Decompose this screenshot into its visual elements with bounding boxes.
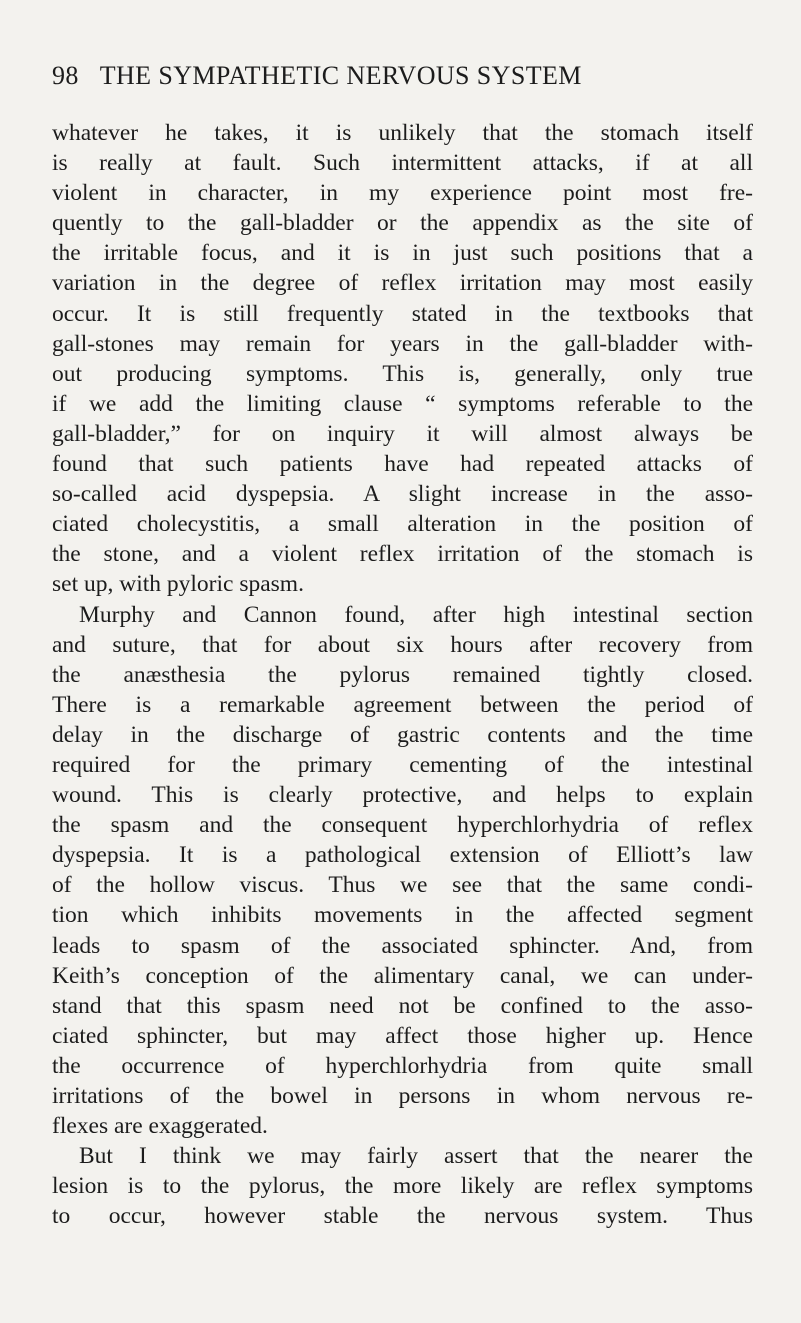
text-line: variation in the degree of reflex irritation may most easily: [52, 270, 753, 297]
text-line: delay in the discharge of gastric contents and the time: [52, 721, 753, 748]
text-line: of the hollow viscus. Thus we see that the same condi-: [52, 872, 753, 899]
text-line: violent in character, in my experience point most fre-: [52, 180, 753, 207]
text-line: gall-bladder,” for on inquiry it will almost always be: [52, 420, 753, 447]
text-line: dyspepsia. It is a pathological extension of Elliott’s law: [52, 842, 753, 869]
running-head: [52, 56, 752, 96]
running-title: THE SYMPATHETIC NERVOUS SYSTEM: [99, 61, 582, 90]
text-line: the occurrence of hyperchlorhydria from quite small: [52, 1052, 753, 1079]
text-line: to occur, however stable the nervous system. Thus: [52, 1203, 753, 1230]
text-line: flexes are exaggerated.: [52, 1113, 268, 1140]
text-line: the stone, and a violent reflex irritation of the stomach is: [52, 541, 753, 568]
text-line: tion which inhibits movements in the affected segment: [52, 902, 753, 929]
text-line: Keith’s conception of the alimentary canal, we can under-: [52, 962, 753, 989]
text-line: But I think we may fairly assert that the nearer the: [79, 1143, 753, 1170]
text-line: if we add the limiting clause “ symptoms referable to the: [52, 390, 753, 417]
body-text: [52, 118, 753, 1231]
text-line: There is a remarkable agreement between the period of: [52, 691, 753, 718]
text-line: out producing symptoms. This is, generally, only true: [52, 360, 753, 387]
text-line: quently to the gall-bladder or the appendix as the site of: [52, 210, 753, 237]
text-line: lesion is to the pylorus, the more likely are reflex symptoms: [52, 1173, 753, 1200]
text-line: wound. This is clearly protective, and helps to explain: [52, 782, 753, 809]
text-line: the spasm and the consequent hyperchlorhydria of reflex: [52, 812, 753, 839]
text-line: Murphy and Cannon found, after high intestinal section: [79, 601, 753, 628]
text-line: the anæsthesia the pylorus remained tightly closed.: [52, 661, 753, 688]
text-line: stand that this spasm need not be confined to the asso-: [52, 992, 753, 1019]
text-line: set up, with pyloric spasm.: [52, 571, 304, 598]
text-line: occur. It is still frequently stated in the textbooks that: [52, 300, 753, 327]
text-line: gall-stones may remain for years in the gall-bladder with-: [52, 330, 753, 357]
page-number: 98: [52, 61, 79, 90]
text-line: found that such patients have had repeated attacks of: [52, 451, 753, 478]
text-line: ciated cholecystitis, a small alteration in the position of: [52, 511, 753, 538]
text-line: leads to spasm of the associated sphincter. And, from: [52, 932, 753, 959]
text-line: whatever he takes, it is unlikely that the stomach itself: [52, 120, 753, 146]
text-line: the irritable focus, and it is in just such positions that a: [52, 240, 753, 267]
text-line: irritations of the bowel in persons in whom nervous re-: [52, 1083, 753, 1109]
text-line: and suture, that for about six hours after recovery from: [52, 631, 753, 658]
text-line: is really at fault. Such intermittent attacks, if at all: [52, 150, 753, 177]
text-line: ciated sphincter, but may affect those higher up. Hence: [52, 1022, 753, 1049]
text-line: required for the primary cementing of the intestinal: [52, 751, 753, 778]
text-line: so-called acid dyspepsia. A slight increase in the asso-: [52, 481, 753, 508]
